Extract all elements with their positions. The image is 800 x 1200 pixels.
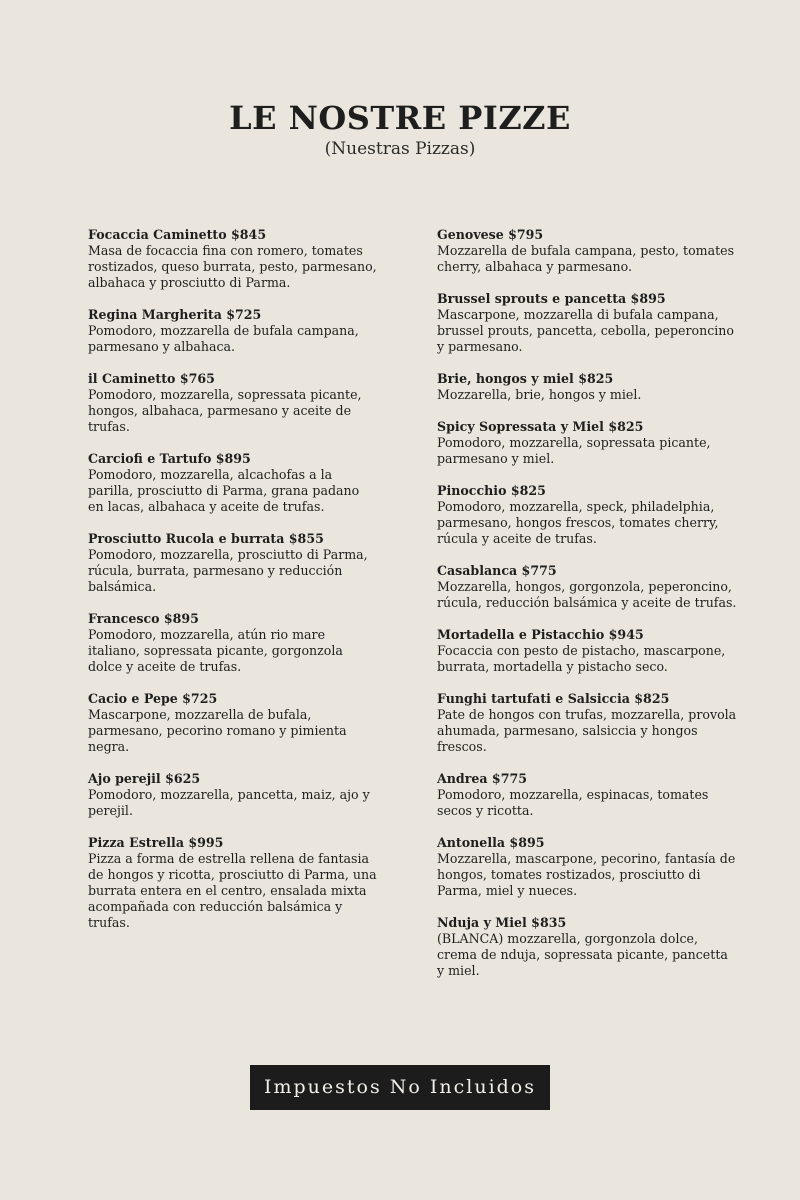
item-title: Funghi tartufati e Salsiccia $825: [437, 691, 670, 706]
item-description: Pomodoro, mozzarella, atún rio mare italiano, sopressata picante, gorgonzola dolce y aceite de trufas.: [88, 627, 343, 674]
menu-item: [437, 627, 737, 675]
item-title: Casablanca $775: [437, 563, 557, 578]
item-description: Pomodoro, mozzarella, pancetta, maiz, ajo y perejil.: [88, 787, 370, 818]
menu-item: [88, 771, 378, 819]
menu-item: [88, 611, 378, 675]
item-title: Regina Margherita $725: [88, 307, 262, 322]
item-description: Pomodoro, mozzarella, sopressata picante, parmesano y miel.: [437, 435, 711, 466]
menu-item: [437, 371, 737, 403]
menu-item: [88, 371, 378, 435]
item-title: Ajo perejil $625: [88, 771, 201, 786]
item-title: Antonella $895: [437, 835, 545, 850]
menu-column-left: [88, 227, 378, 947]
page-title: LE NOSTRE PIZZE: [229, 99, 571, 137]
menu-item: [88, 227, 378, 291]
menu-header: [0, 98, 800, 160]
item-title: Spicy Sopressata y Miel $825: [437, 419, 644, 434]
item-description: Pomodoro, mozzarella, speck, philadelphia, parmesano, hongos frescos, tomates cherry, rúcula y aceite de trufas.: [437, 499, 719, 546]
menu-item: [437, 483, 737, 547]
item-title: Focaccia Caminetto $845: [88, 227, 267, 242]
menu-item: [88, 451, 378, 515]
item-description: Mozzarella de bufala campana, pesto, tomates cherry, albahaca y parmesano.: [437, 243, 735, 274]
item-description: Pomodoro, mozzarella, prosciutto di Parma, rúcula, burrata, parmesano y reducción balsámica.: [88, 547, 368, 594]
item-description: Pate de hongos con trufas, mozzarella, provola ahumada, parmesano, salsiccia y hongos frescos.: [437, 707, 737, 754]
page-subtitle: (Nuestras Pizzas): [324, 139, 476, 159]
item-title: Andrea $775: [437, 771, 527, 786]
menu-item: [437, 563, 737, 611]
item-title: Carciofi e Tartufo $895: [88, 451, 251, 466]
menu-item: [88, 691, 378, 755]
taxes-not-included-banner: Impuestos No Incluidos: [250, 1065, 550, 1110]
item-title: Cacio e Pepe $725: [88, 691, 218, 706]
item-description: Mozzarella, mascarpone, pecorino, fantasía de hongos, tomates rostizados, prosciutto di Parma, miel y nueces.: [437, 851, 736, 898]
item-description: Mozzarella, brie, hongos y miel.: [437, 387, 642, 402]
item-title: Prosciutto Rucola e burrata $855: [88, 531, 324, 546]
item-description: Mozzarella, hongos, gorgonzola, peperoncino, rúcula, reducción balsámica y aceite de trufas.: [437, 579, 737, 610]
item-title: Brussel sprouts e pancetta $895: [437, 291, 666, 306]
item-title: Pizza Estrella $995: [88, 835, 224, 850]
item-description: (BLANCA) mozzarella, gorgonzola dolce, crema de nduja, sopressata picante, pancetta y miel.: [437, 931, 728, 978]
menu-column-right: [437, 227, 737, 995]
item-title: Genovese $795: [437, 227, 544, 242]
menu-item: [437, 915, 737, 979]
menu-item: [437, 291, 737, 355]
item-title: Brie, hongos y miel $825: [437, 371, 614, 386]
item-description: Focaccia con pesto de pistacho, mascarpone, burrata, mortadella y pistacho seco.: [437, 643, 726, 674]
item-description: Mascarpone, mozzarella de bufala, parmesano, pecorino romano y pimienta negra.: [88, 707, 347, 754]
menu-item: [437, 771, 737, 819]
item-description: Pizza a forma de estrella rellena de fantasia de hongos y ricotta, prosciutto di Parma, una burrata entera en el centro, ensalada mixta acompañada con reducción balsámica y trufas.: [88, 851, 377, 930]
item-title: Nduja y Miel $835: [437, 915, 567, 930]
item-title: Mortadella e Pistacchio $945: [437, 627, 644, 642]
menu-item: [88, 531, 378, 595]
menu-item: [437, 227, 737, 275]
item-description: Pomodoro, mozzarella de bufala campana, parmesano y albahaca.: [88, 323, 359, 354]
menu-item: [437, 835, 737, 899]
item-description: Masa de focaccia fina con romero, tomates rostizados, queso burrata, pesto, parmesano, albahaca y prosciutto di Parma.: [88, 243, 377, 290]
item-title: il Caminetto $765: [88, 371, 215, 386]
item-description: Pomodoro, mozzarella, alcachofas a la parilla, prosciutto di Parma, grana padano en lacas, albahaca y aceite de trufas.: [88, 467, 360, 514]
item-description: Mascarpone, mozzarella di bufala campana, brussel prouts, pancetta, cebolla, peperoncino y parmesano.: [437, 307, 734, 354]
menu-item: [88, 835, 378, 931]
item-title: Pinocchio $825: [437, 483, 546, 498]
item-title: Francesco $895: [88, 611, 199, 626]
menu-item: [437, 691, 737, 755]
item-description: Pomodoro, mozzarella, espinacas, tomates secos y ricotta.: [437, 787, 709, 818]
menu-item: [88, 307, 378, 355]
menu-item: [437, 419, 737, 467]
item-description: Pomodoro, mozzarella, sopressata picante, hongos, albahaca, parmesano y aceite de trufas.: [88, 387, 362, 434]
